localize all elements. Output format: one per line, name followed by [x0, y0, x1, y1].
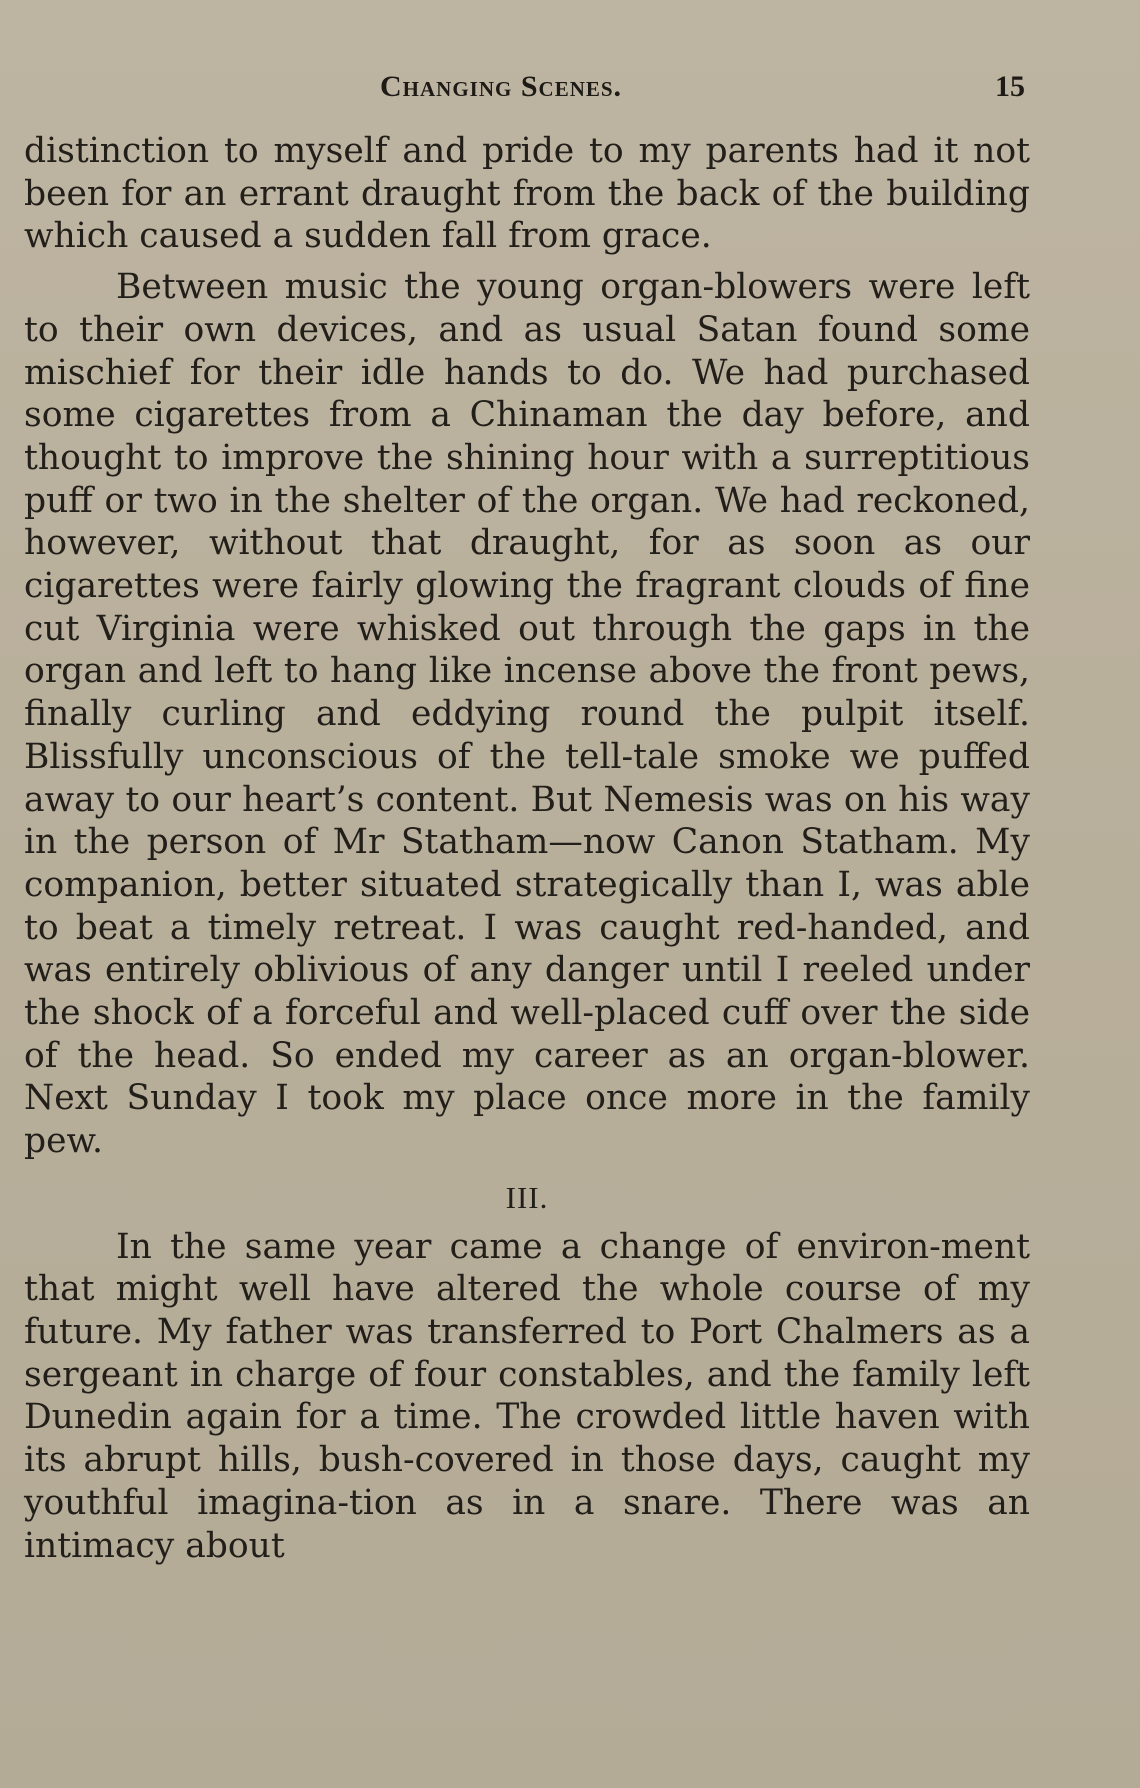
body-text	[24, 130, 1030, 1567]
running-head	[0, 70, 1140, 110]
section-heading: III.	[505, 1179, 549, 1215]
paragraph-organ-blowers: Between music the young organ-blowers were left to their own devices, and as usual Satan found some mischief for their idle hands to do. We had purchased some cigarettes from a Chinaman the day before, and thought to improve the shining hour with a surreptitious puff or two in the shelter of the organ. We had reckoned, however, without that draught, for as soon as our cigarettes were fairly glowing the fragrant clouds of fine cut Virginia were whisked out through the gaps in the organ and left to hang like incense above the front pews, finally curling and eddying round the pulpit itself. Blissfully unconscious of the tell-tale smoke we puffed away to our heart’s content. But Nemesis was on his way in the person of Mr Statham—now Canon Statham. My companion, better situated strategically than I, was able to beat a timely retreat. I was caught red-handed, and was entirely oblivious of any danger until I reeled under the shock of a forceful and well-placed cuff over the side of the head. So ended my career as an organ-blower. Next Sunday I took my place once more in the family pew.	[24, 267, 1030, 1162]
page-number: 15	[995, 70, 1025, 103]
paragraph-port-chalmers: In the same year came a change of environ-ment that might well have altered the whole course of my future. My father was transferred to Port Chalmers as a sergeant in charge of four constables, and the family left Dunedin again for a time. The crowded little haven with its abrupt hills, bush-covered in those days, caught my youthful imagina-tion as in a snare. There was an intimacy about	[24, 1226, 1030, 1566]
running-title: Changing Scenes.	[380, 70, 623, 103]
paragraph-continuation: distinction to myself and pride to my parents had it not been for an errant draught from the back of the building which caused a sudden fall from grace.	[24, 131, 1030, 257]
